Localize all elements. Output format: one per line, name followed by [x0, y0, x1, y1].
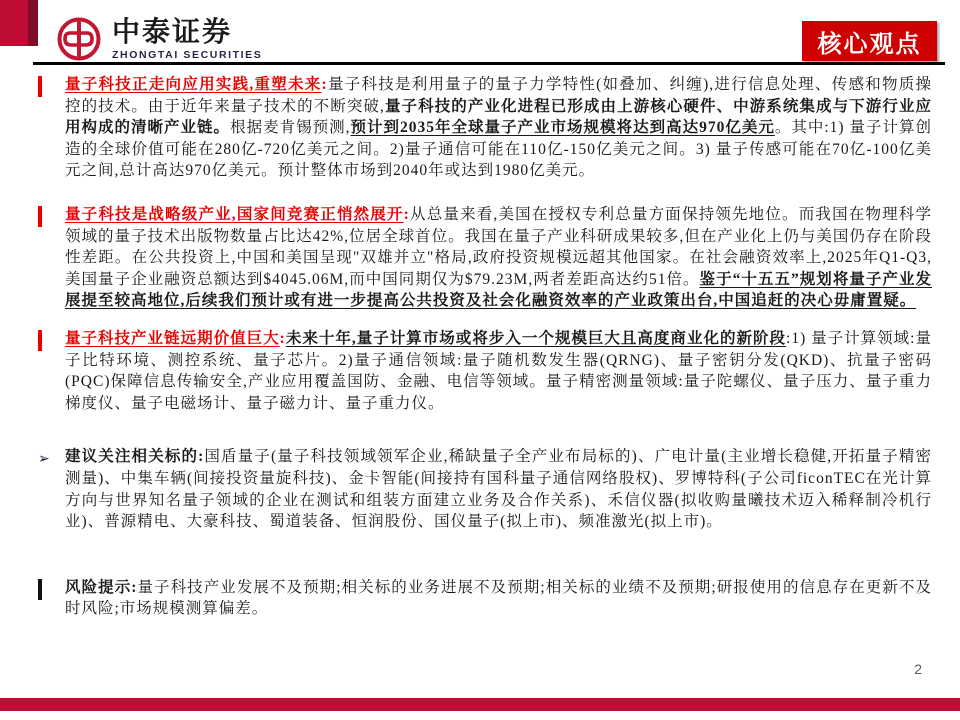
corner-accent-dark: [28, 0, 38, 46]
text-segment: 量子科技产业链远期价值巨大: [65, 329, 280, 347]
text-segment: :: [279, 329, 286, 347]
red-square-bullet-icon: [38, 330, 42, 351]
text-segment: 鉴于“十五五”规划将量子产业发展提至较高地位,后续我们预计或有进一步提高公共投资及社会化融资效率的产业政策出台,中国追赶的决心毋庸置疑。: [65, 270, 932, 310]
page-number: 2: [914, 661, 922, 677]
red-square-bullet-icon: [38, 76, 42, 97]
black-square-bullet-icon: [38, 579, 42, 600]
logo-english-name: ZHONGTAI SECURITIES: [112, 48, 263, 61]
text-segment: 预计到2035年全球量子产业市场规模将达到高达970亿美元: [350, 119, 775, 137]
text-segment: 从总量来看,美国在授权专利总量方面保持领先地位。而我国在物理科学领域的量子技术出版物数量占比达42%,位居全球首位。我国在量子产业科研成果较多,但在产业化上仍与美国仍存在阶段性差距。在公共投资上,中国和美国呈现"双雄并立"格局,政府投资规模远超其他国家。在社会融资效率上,2025年Q1-Q3,美国量子企业融资总额达到$4045.06M,而中国同期仅为$79.23M,两者差距高达约51倍。: [65, 205, 932, 288]
arrow-bullet-icon: ➢: [38, 451, 50, 468]
text-segment: 。其中:1) 量子计算创造的全球价值可能在280亿-720亿美元之间。2)量子通信可能在110亿-150亿美元之间。3) 量子传感可能在70亿-100亿美元之间,总计高达970亿美元。预计整体市场到2040年或达到1980亿美元。: [65, 119, 932, 180]
logo-chinese-name: 中泰证券: [112, 15, 233, 47]
red-square-bullet-icon: [38, 206, 42, 227]
zhongtai-logo-text: [112, 15, 263, 61]
text-segment: 量子科技是利用量子的量子力学特性(如叠加、纠缠),进行信息处理、传感和物质操控的技术。由于近年来量子技术的不断突破,: [65, 76, 932, 115]
bullet-paragraph: [38, 328, 932, 414]
header-divider-line: [33, 62, 945, 65]
bullet-paragraph: [38, 74, 932, 182]
text-segment: 未来十年,量子计算市场或将步入一个规模巨大且高度商业化的新阶段: [285, 329, 787, 347]
text-segment: 根据麦肯锡预测,: [230, 119, 351, 137]
text-segment: 国盾量子(量子科技领域领军企业,稀缺量子全产业布局标的)、广电计量(主业增长稳健,开拓量子精密测量)、中集车辆(间接投资量旋科技)、金卡智能(间接持有国科量子通信网络股权)、罗博特科(子公司ficonTEC在光计算方向与世界知名量子领域的企业在测试和组装方面建立业务及合作关系)、禾信仪器(拟收购量曦技术迈入稀释制冷机行业)、普源精电、大豪科技、蜀道装备、恒润股份、国仪量子(拟上市)、频准激光(拟上市)。: [65, 448, 932, 531]
text-segment: 建议关注相关标的:: [65, 448, 205, 466]
text-segment: :1) 量子计算领域:量子比特环境、测控系统、量子芯片。2)量子通信领域:量子随机数发生器(QRNG)、量子密钥分发(QKD)、抗量子密码(PQC)保障信息传输安全,产业应用覆盖国防、金融、电信等领域。量子精密测量领域:量子陀螺仪、量子压力、量子重力梯度仪、量子电磁场计、量子磁力计、量子重力仪。: [65, 329, 932, 412]
corner-accent-bright: [0, 0, 28, 46]
bullet-paragraph: [38, 577, 932, 620]
text-segment: :: [321, 76, 328, 93]
bullet-paragraph: [38, 446, 932, 532]
section-title-badge: 核心观点: [802, 21, 937, 61]
paragraph-text: [65, 204, 932, 312]
text-segment: 量子科技产业发展不及预期;相关标的业务进展不及预期;相关标的业绩不及预期;研报使用的信息存在更新不及时风险;市场规模测算偏差。: [65, 578, 932, 618]
text-segment: 量子科技的产业化进程已形成由上游核心硬件、中游系统集成与下游行业应用构成的清晰产业链。: [65, 97, 932, 137]
paragraph-text: [65, 328, 932, 414]
zhongtai-logo-icon: [56, 16, 102, 62]
footer-accent-bar: [0, 698, 960, 711]
paragraph-text: [65, 74, 932, 182]
text-segment: 量子科技正走向应用实践,重塑未来: [65, 76, 322, 93]
paragraph-text: [65, 577, 932, 620]
paragraph-text: [65, 446, 932, 532]
bullet-paragraph: [38, 204, 932, 312]
slide-content: [38, 74, 932, 620]
text-segment: 风险提示:: [65, 578, 138, 596]
text-segment: :: [403, 205, 410, 223]
text-segment: 量子科技是战略级产业,国家间竞赛正悄然展开: [65, 205, 404, 223]
zhongtai-logo: [56, 16, 262, 62]
